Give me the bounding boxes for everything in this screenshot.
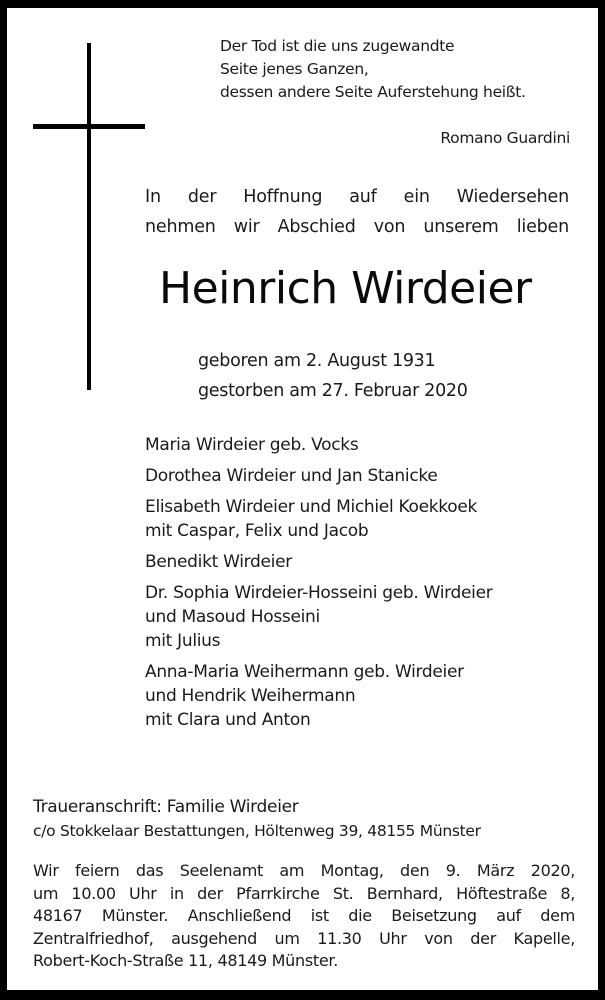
condolence-address (33, 795, 481, 843)
death-date: gestorben am 27. Februar 2020 (198, 381, 468, 401)
quote-line: dessen andere Seite Auferstehung heißt. (220, 83, 526, 101)
deceased-name: Heinrich Wirdeier (159, 263, 532, 314)
service-line: 48167 Münster. Anschließend ist die Beisetzung auf dem (33, 906, 575, 925)
intro-line: In der Hoffnung auf ein Wiedersehen (145, 187, 569, 207)
service-details (33, 860, 575, 973)
mourner-line: Dr. Sophia Wirdeier-Hosseini geb. Wirdeier (145, 583, 493, 603)
mourner-group (145, 550, 492, 574)
mourner-line: Elisabeth Wirdeier und Michiel Koekkoek (145, 497, 478, 517)
address-line: c/o Stokkelaar Bestattungen, Höltenweg 39, 48155 Münster (33, 822, 481, 840)
mourner-line: mit Caspar, Felix und Jacob (145, 521, 369, 541)
mourner-line: und Hendrik Weihermann (145, 686, 356, 706)
mourner-group (145, 495, 492, 543)
quote-line: Seite jenes Ganzen, (220, 60, 369, 78)
birth-date: geboren am 2. August 1931 (198, 351, 436, 371)
mourner-line: Anna-Maria Weihermann geb. Wirdeier (145, 662, 464, 682)
death-notice (7, 8, 598, 990)
service-line: Wir feiern das Seelenamt am Montag, den 9. März 2020, (33, 861, 575, 880)
mourner-group (145, 581, 492, 653)
mourner-line: mit Julius (145, 631, 221, 651)
mourner-group (145, 660, 492, 732)
service-line: Zentralfriedhof, ausgehend um 11.30 Uhr von der Kapelle, (33, 928, 575, 948)
mourner-line: mit Clara und Anton (145, 710, 311, 730)
quote (220, 35, 526, 104)
mourner-line: Maria Wirdeier geb. Vocks (145, 435, 359, 455)
service-line: um 10.00 Uhr in der Pfarrkirche St. Bernhard, Höftestraße 8, (33, 883, 575, 903)
life-dates (198, 346, 468, 406)
mourner-group (145, 464, 492, 488)
address-title: Traueranschrift: Familie Wirdeier (33, 797, 299, 817)
intro-line: nehmen wir Abschied von unserem lieben (145, 217, 569, 237)
cross-horizontal-bar (33, 124, 145, 129)
mourner-group (145, 433, 492, 457)
mourner-line: Benedikt Wirdeier (145, 552, 292, 572)
cross-vertical-bar (87, 43, 91, 390)
intro-text (145, 182, 569, 242)
mourner-line: Dorothea Wirdeier und Jan Stanicke (145, 466, 438, 486)
service-line: Robert-Koch-Straße 11, 48149 Münster. (33, 951, 338, 970)
quote-author: Romano Guardini (440, 129, 570, 147)
mourners-list (145, 433, 492, 739)
quote-line: Der Tod ist die uns zugewandte (220, 37, 455, 55)
mourner-line: und Masoud Hosseini (145, 607, 320, 627)
